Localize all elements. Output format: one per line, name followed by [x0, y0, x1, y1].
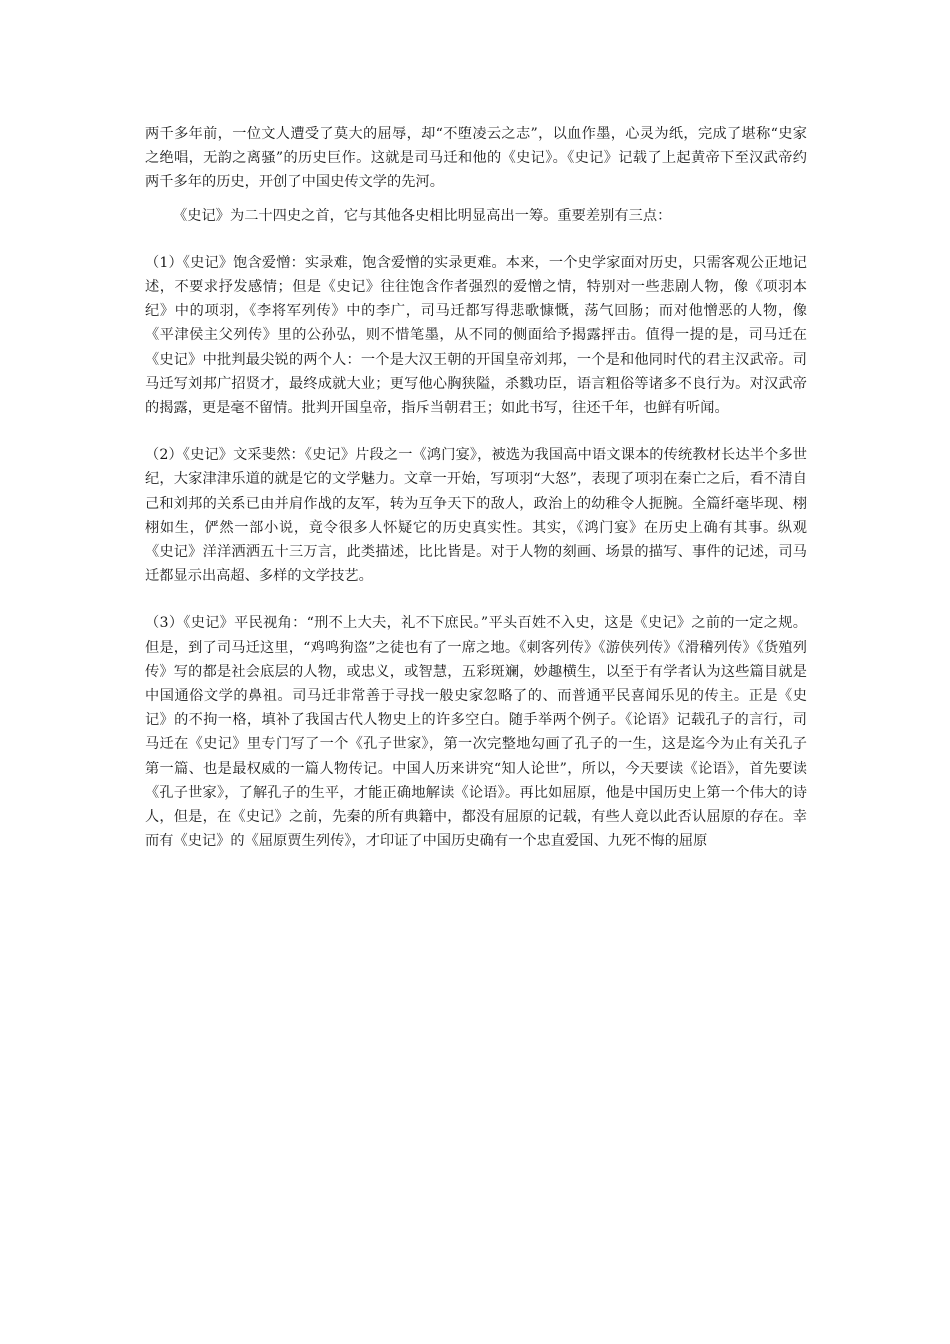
paragraph-point-1: （1）《史记》饱含爱憎：实录难，饱含爱憎的实录更难。本来，一个史学家面对历史，只需客观公正地记述，不要求抒发感情；但是《史记》往往饱含作者强烈的爱憎之情，特别对一些悲剧人物，像《项羽本纪》中的项羽，《李将军列传》中的李广，司马迁都写得悲歌慷慨，荡气回肠；而对他憎恶的人物，像《平津侯主父列传》里的公孙弘，则不惜笔墨，从不同的侧面给予揭露抨击。值得一提的是，司马迁在《史记》中批判最尖锐的两个人：一个是大汉王朝的开国皇帝刘邦，一个是和他同时代的君主汉武帝。司马迁写刘邦广招贤才，最终成就大业；更写他心胸狭隘，杀戮功臣，语言粗俗等诸多不良行为。对汉武帝的揭露，更是毫不留情。批判开国皇帝，指斥当朝君王；如此书写，往还千年，也鲜有听闻。	[145, 254, 807, 417]
paragraph-point-3: （3）《史记》平民视角：“刑不上大夫，礼不下庶民。”平头百姓不入史，这是《史记》之前的一定之规。但是，到了司马迁这里，“鸡鸣狗盗”之徒也有了一席之地。《刺客列传》《游侠列传》《滑稽列传》《货殖列传》写的都是社会底层的人物，或忠义，或智慧，五彩斑斓，妙趣横生，以至于有学者认为这些篇目就是中国通俗文学的鼻祖。司马迁非常善于寻找一般史家忽略了的、而普通平民喜闻乐见的传主。正是《史记》的不拘一格，填补了我国古代人物史上的许多空白。随手举两个例子。《论语》记载孔子的言行，司马迁在《史记》里专门写了一个《孔子世家》，第一次完整地勾画了孔子的一生，这是迄今为止有关孔子第一篇、也是最权威的一篇人物传记。中国人历来讲究“知人论世”，所以，今天要读《论语》，首先要读《孔子世家》，了解孔子的生平，才能正确地解读《论语》。再比如屈原，他是中国历史上第一个伟大的诗人，但是，在《史记》之前，先秦的所有典籍中，都没有屈原的记载，有些人竟以此否认屈原的存在。幸而有《史记》的《屈原贾生列传》，才印证了中国历史确有一个忠直爱国、九死不悔的屈原	[145, 615, 807, 850]
paragraph-intro: 两千多年前，一位文人遭受了莫大的屈辱，却“不堕凌云之志”，以血作墨，心灵为纸，完成了堪称“史家之绝唱，无韵之离骚”的历史巨作。这就是司马迁和他的《史记》。《史记》记载了上起黄帝下至汉武帝约两千多年的历史，开创了中国史传文学的先河。	[145, 126, 807, 191]
paragraph-point-2: （2）《史记》文采斐然：《史记》片段之一《鸿门宴》，被选为我国高中语文课本的传统教材长达半个多世纪，大家津津乐道的就是它的文学魅力。文章一开始，写项羽“大怒”，表现了项羽在秦亡之后，看不清自己和刘邦的关系已由并肩作战的友军，转为互争天下的敌人，政治上的幼稚令人扼腕。全篇纤毫毕现、栩栩如生，俨然一部小说，竟令很多人怀疑它的历史真实性。其实，《鸿门宴》在历史上确有其事。纵观《史记》洋洋洒洒五十三万言，此类描述，比比皆是。对于人物的刻画、场景的描写、事件的记述，司马迁都显示出高超、多样的文学技艺。	[145, 447, 807, 585]
paragraph-summary: 《史记》为二十四史之首，它与其他各史相比明显高出一筹。重要差别有三点：	[173, 207, 672, 224]
document-page	[145, 122, 807, 853]
